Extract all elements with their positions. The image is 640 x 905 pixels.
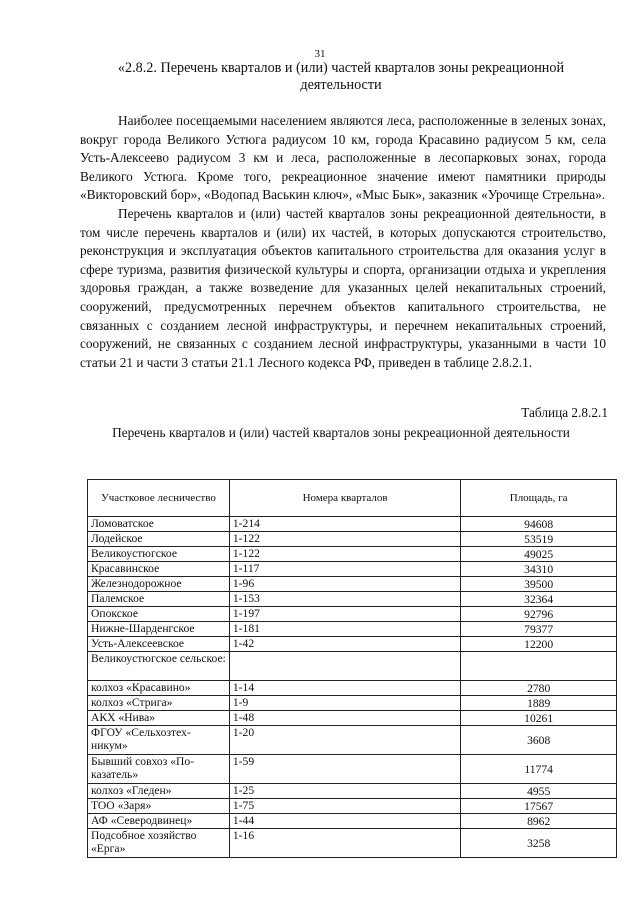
district-cell: Лодейское <box>88 532 230 547</box>
table-row <box>88 726 617 755</box>
area-cell: 17567 <box>461 799 617 814</box>
table-row <box>88 681 617 696</box>
district-cell: колхоз «Стрига» <box>88 696 230 711</box>
column-header-area: Площадь, га <box>461 480 617 517</box>
district-cell: Палемское <box>88 592 230 607</box>
table-row <box>88 547 617 562</box>
quarters-cell: 1-44 <box>229 814 460 829</box>
table-row <box>88 814 617 829</box>
quarters-cell: 1-25 <box>229 784 460 799</box>
district-cell: Ломоватское <box>88 517 230 532</box>
table-row <box>88 755 617 784</box>
quarters-cell: 1-117 <box>229 562 460 577</box>
quarters-cell: 1-9 <box>229 696 460 711</box>
area-cell: 79377 <box>461 622 617 637</box>
district-cell: ТОО «Заря» <box>88 799 230 814</box>
district-cell: Железнодорожное <box>88 577 230 592</box>
table-row <box>88 696 617 711</box>
area-cell: 3258 <box>461 829 617 858</box>
area-cell: 39500 <box>461 577 617 592</box>
forest-table <box>87 479 617 858</box>
table-title: Перечень кварталов и (или) частей кварталов зоны рекреационной деятельности <box>112 425 570 440</box>
district-cell: Усть-Алексеевское <box>88 637 230 652</box>
district-cell: Великоустюгское сельское: <box>88 652 230 681</box>
area-cell: 1889 <box>461 696 617 711</box>
quarters-cell: 1-181 <box>229 622 460 637</box>
page-number: 31 <box>314 48 326 60</box>
table-row <box>88 652 617 681</box>
column-header-district: Участковое лесничество <box>88 480 230 517</box>
area-cell: 8962 <box>461 814 617 829</box>
area-cell: 3608 <box>461 726 617 755</box>
table-row <box>88 517 617 532</box>
district-cell: Подсобное хозяйство «Ерга» <box>88 829 230 858</box>
district-cell: Бывший совхоз «По-казатель» <box>88 755 230 784</box>
quarters-cell: 1-16 <box>229 829 460 858</box>
quarters-cell: 1-214 <box>229 517 460 532</box>
quarters-cell: 1-153 <box>229 592 460 607</box>
area-cell: 32364 <box>461 592 617 607</box>
table-row <box>88 622 617 637</box>
quarters-cell <box>229 652 460 681</box>
area-cell: 10261 <box>461 711 617 726</box>
table-row <box>88 607 617 622</box>
column-header-quarters: Номера кварталов <box>229 480 460 517</box>
district-cell: Нижне-Шарденгское <box>88 622 230 637</box>
area-cell <box>461 652 617 681</box>
quarters-cell: 1-197 <box>229 607 460 622</box>
area-cell: 49025 <box>461 547 617 562</box>
quarters-cell: 1-42 <box>229 637 460 652</box>
area-cell: 11774 <box>461 755 617 784</box>
district-cell: Великоустюгское <box>88 547 230 562</box>
quarters-cell: 1-20 <box>229 726 460 755</box>
area-cell: 53519 <box>461 532 617 547</box>
quarters-cell: 1-122 <box>229 547 460 562</box>
table-row <box>88 829 617 858</box>
area-cell: 4955 <box>461 784 617 799</box>
table-row <box>88 592 617 607</box>
area-cell: 34310 <box>461 562 617 577</box>
district-cell: колхоз «Гледен» <box>88 784 230 799</box>
table-row <box>88 711 617 726</box>
district-cell: Красавинское <box>88 562 230 577</box>
quarters-cell: 1-48 <box>229 711 460 726</box>
table-row <box>88 532 617 547</box>
table-label: Таблица 2.8.2.1 <box>521 405 608 420</box>
area-cell: 92796 <box>461 607 617 622</box>
table-row <box>88 799 617 814</box>
quarters-cell: 1-75 <box>229 799 460 814</box>
body-text <box>80 112 606 372</box>
district-cell: АКХ «Нива» <box>88 711 230 726</box>
table-row <box>88 562 617 577</box>
quarters-cell: 1-96 <box>229 577 460 592</box>
area-cell: 2780 <box>461 681 617 696</box>
area-cell: 12200 <box>461 637 617 652</box>
table-row <box>88 577 617 592</box>
area-cell: 94608 <box>461 517 617 532</box>
quarters-cell: 1-59 <box>229 755 460 784</box>
table-row <box>88 637 617 652</box>
district-cell: АФ «Северодвинец» <box>88 814 230 829</box>
quarters-cell: 1-14 <box>229 681 460 696</box>
section-heading: «2.8.2. Перечень кварталов и (или) частей кварталов зоны рекреационной деятельности <box>117 60 565 93</box>
table-row <box>88 784 617 799</box>
paragraph: Перечень кварталов и (или) частей кварталов зоны рекреационной деятельности, в том числе перечень кварталов и (или) их частей, в которых допускаются строительство, реконструкция и эксплуатация объектов капитального строительства для оказания услуг в сфере туризма, развития физической культуры и спорта, организации отдыха и укрепления здоровья граждан, а также возведение для указанных целей некапитальных строений, сооружений, предусмотренных перечнем объектов капитального строительства, не связанных с созданием лесной инфраструктуры, и перечнем некапитальных строений, сооружений, не связанных с созданием лесной инфраструктуры, указанными в части 10 статьи 21 и части 3 статьи 21.1 Лесного кодекса РФ, приведен в таблице 2.8.2.1. <box>80 205 606 370</box>
paragraph: Наиболее посещаемыми населением являются леса, расположенные в зеленых зонах, вокруг города Великого Устюга радиусом 10 км, города Красавино радиусом 5 км, села Усть-Алексеево радиусом 3 км и леса, расположенные в лесопарковых зонах, города Великого Устюга. Кроме того, рекреационное значение имеют памятники природы «Викторовский бор», «Водопад Васькин ключ», «Мыс Бык», заказник «Урочище Стрельна». <box>80 113 606 203</box>
district-cell: колхоз «Красавино» <box>88 681 230 696</box>
quarters-cell: 1-122 <box>229 532 460 547</box>
district-cell: ФГОУ «Сельхозтех-никум» <box>88 726 230 755</box>
table-header-row <box>88 480 617 517</box>
district-cell: Опокское <box>88 607 230 622</box>
